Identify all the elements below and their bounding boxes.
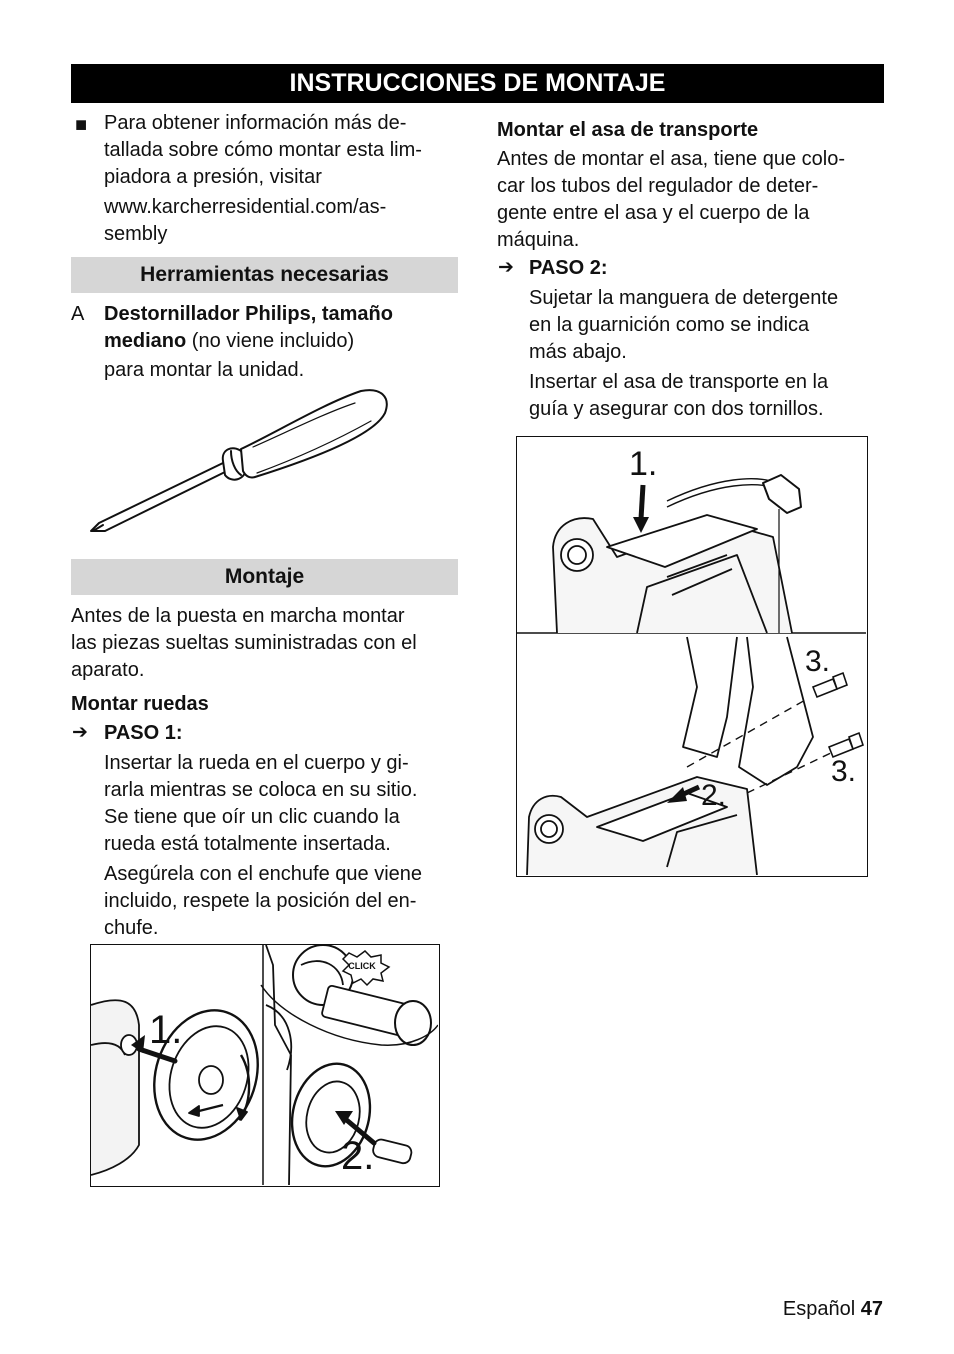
intro-line: Antes de la puesta en marcha montar	[71, 605, 405, 627]
step-line: rarla mientras se coloca en su sitio.	[104, 779, 418, 801]
handle-heading: Montar el asa de transporte	[497, 119, 759, 141]
step-line: chufe.	[104, 917, 159, 939]
step2-label: PASO 2:	[529, 257, 608, 279]
wheel-step-1-number: 1.	[149, 1008, 183, 1052]
step-arrow-icon: ➔	[72, 722, 88, 743]
wheel-step-2-number: 2.	[341, 1134, 375, 1178]
footer-language: Español	[782, 1298, 856, 1320]
step-line: Asegúrela con el enchufe que viene	[104, 863, 423, 885]
step-line: Insertar el asa de transporte en la	[529, 371, 829, 393]
intro-line: Antes de montar el asa, tiene que colo-	[497, 148, 845, 170]
step-arrow-icon: ➔	[498, 257, 514, 278]
bullet-line: www.karcherresidential.com/as-	[104, 196, 387, 218]
page-number: 47	[860, 1298, 883, 1320]
bullet-text	[104, 110, 464, 248]
step1-text	[104, 750, 464, 942]
step-line: Sujetar la manguera de detergente	[529, 287, 839, 309]
page-title: INSTRUCCIONES DE MONTAJE	[71, 64, 884, 103]
step-line: Se tiene que oír un clic cuando la	[104, 806, 400, 828]
intro-line: car los tubos del regulador de deter-	[497, 175, 819, 197]
tool-letter: A	[71, 303, 85, 325]
handle-intro	[497, 146, 889, 254]
tool-note: (no viene incluido)	[186, 330, 355, 352]
wheels-heading: Montar ruedas	[71, 693, 209, 715]
assembly-heading: Montaje	[71, 559, 458, 595]
handle-step-2-number: 2.	[701, 779, 727, 812]
step-line: rueda está totalmente insertada.	[104, 833, 391, 855]
bullet-line: tallada sobre cómo montar esta lim-	[104, 139, 422, 161]
bullet-square: ■	[75, 114, 88, 136]
step2-text	[529, 285, 889, 423]
tool-size: mediano	[104, 330, 187, 352]
tool-line-2	[104, 328, 464, 355]
bullet-line: Para obtener información más de-	[104, 112, 407, 134]
tools-heading: Herramientas necesarias	[71, 257, 458, 293]
page-footer	[783, 1296, 883, 1323]
step-line: en la guarnición como se indica	[529, 314, 810, 336]
handle-step-3-number-bottom: 3.	[831, 755, 857, 788]
tool-purpose: para montar la unidad.	[104, 359, 305, 381]
click-label: CLICK	[348, 961, 376, 971]
intro-line: las piezas sueltas suministradas con el	[71, 632, 417, 654]
tool-name: Destornillador Philips, tamaño	[104, 303, 393, 325]
wheel-figure	[90, 944, 440, 1187]
bullet-line: piadora a presión, visitar	[104, 166, 322, 188]
intro-line: máquina.	[497, 229, 580, 251]
step1-label: PASO 1:	[104, 722, 183, 744]
handle-figure	[516, 436, 868, 877]
assembly-intro	[71, 603, 461, 684]
step-line: incluido, respete la posición del en-	[104, 890, 417, 912]
handle-figure-drawing	[517, 437, 866, 875]
intro-line: gente entre el asa y el cuerpo de la	[497, 202, 810, 224]
handle-step-1-number: 1.	[629, 445, 658, 483]
intro-line: aparato.	[71, 659, 145, 681]
tool-description	[104, 301, 464, 384]
step-line: Insertar la rueda en el cuerpo y gi-	[104, 752, 409, 774]
screwdriver-illustration	[85, 385, 395, 545]
bullet-line: sembly	[104, 223, 168, 245]
wheel-figure-drawing	[91, 945, 438, 1185]
step-line: más abajo.	[529, 341, 627, 363]
step-line: guía y asegurar con dos tornillos.	[529, 398, 824, 420]
handle-step-3-number-top: 3.	[805, 645, 831, 678]
